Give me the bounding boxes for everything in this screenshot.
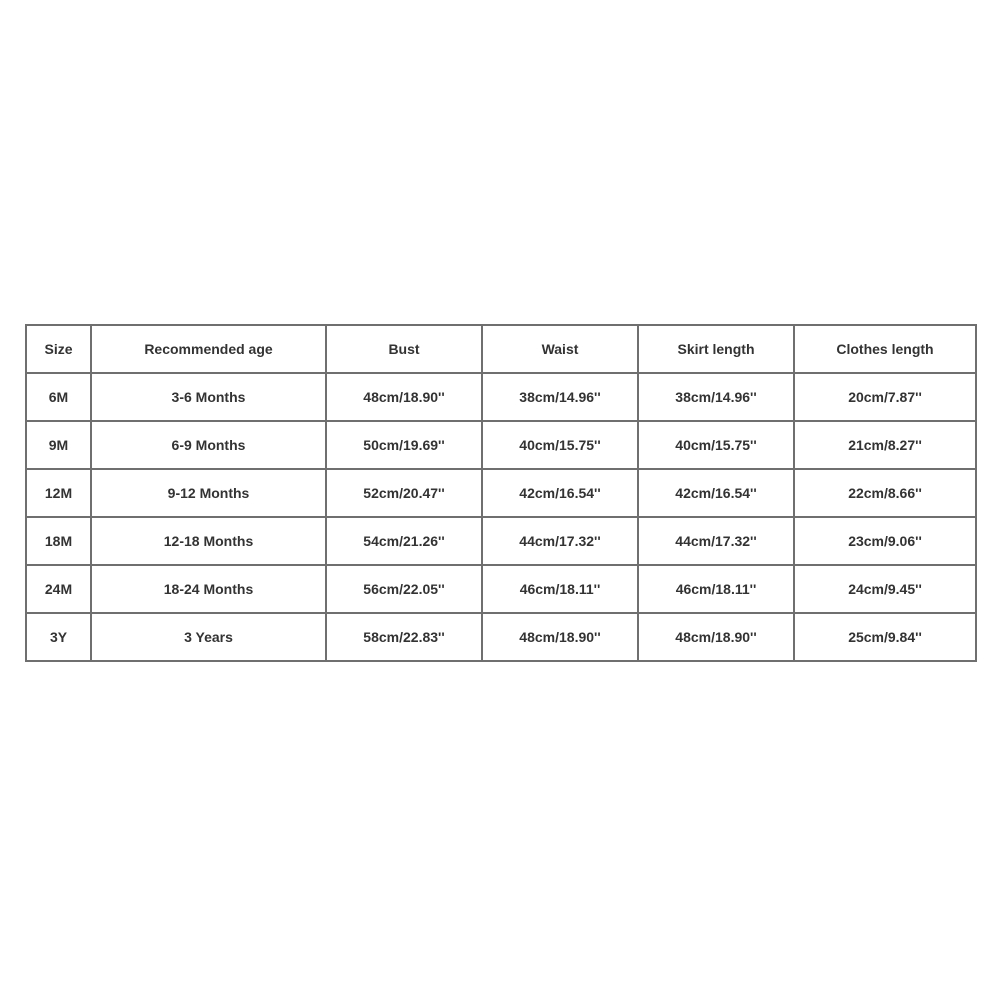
header-recommended-age: Recommended age [91,325,326,373]
cell-waist: 38cm/14.96'' [482,373,638,421]
cell-bust: 58cm/22.83'' [326,613,482,661]
cell-skirt-length: 48cm/18.90'' [638,613,794,661]
cell-size: 6M [26,373,91,421]
cell-recommended-age: 18-24 Months [91,565,326,613]
cell-size: 3Y [26,613,91,661]
table-row [26,517,976,565]
cell-clothes-length: 20cm/7.87'' [794,373,976,421]
cell-bust: 52cm/20.47'' [326,469,482,517]
cell-size: 24M [26,565,91,613]
cell-bust: 56cm/22.05'' [326,565,482,613]
cell-skirt-length: 42cm/16.54'' [638,469,794,517]
cell-bust: 54cm/21.26'' [326,517,482,565]
cell-clothes-length: 25cm/9.84'' [794,613,976,661]
cell-recommended-age: 9-12 Months [91,469,326,517]
size-chart-table [25,324,977,662]
cell-waist: 48cm/18.90'' [482,613,638,661]
header-bust: Bust [326,325,482,373]
cell-waist: 42cm/16.54'' [482,469,638,517]
cell-size: 9M [26,421,91,469]
cell-skirt-length: 40cm/15.75'' [638,421,794,469]
cell-clothes-length: 21cm/8.27'' [794,421,976,469]
cell-recommended-age: 6-9 Months [91,421,326,469]
table-row [26,421,976,469]
cell-bust: 48cm/18.90'' [326,373,482,421]
cell-skirt-length: 46cm/18.11'' [638,565,794,613]
header-clothes-length: Clothes length [794,325,976,373]
cell-skirt-length: 44cm/17.32'' [638,517,794,565]
cell-recommended-age: 3 Years [91,613,326,661]
cell-recommended-age: 12-18 Months [91,517,326,565]
cell-size: 12M [26,469,91,517]
cell-size: 18M [26,517,91,565]
cell-waist: 44cm/17.32'' [482,517,638,565]
cell-skirt-length: 38cm/14.96'' [638,373,794,421]
cell-waist: 46cm/18.11'' [482,565,638,613]
cell-clothes-length: 23cm/9.06'' [794,517,976,565]
header-size: Size [26,325,91,373]
header-waist: Waist [482,325,638,373]
cell-bust: 50cm/19.69'' [326,421,482,469]
cell-waist: 40cm/15.75'' [482,421,638,469]
cell-clothes-length: 22cm/8.66'' [794,469,976,517]
table-row [26,613,976,661]
table-row [26,373,976,421]
table-row [26,565,976,613]
header-skirt-length: Skirt length [638,325,794,373]
table-row [26,469,976,517]
cell-recommended-age: 3-6 Months [91,373,326,421]
cell-clothes-length: 24cm/9.45'' [794,565,976,613]
table-header-row [26,325,976,373]
